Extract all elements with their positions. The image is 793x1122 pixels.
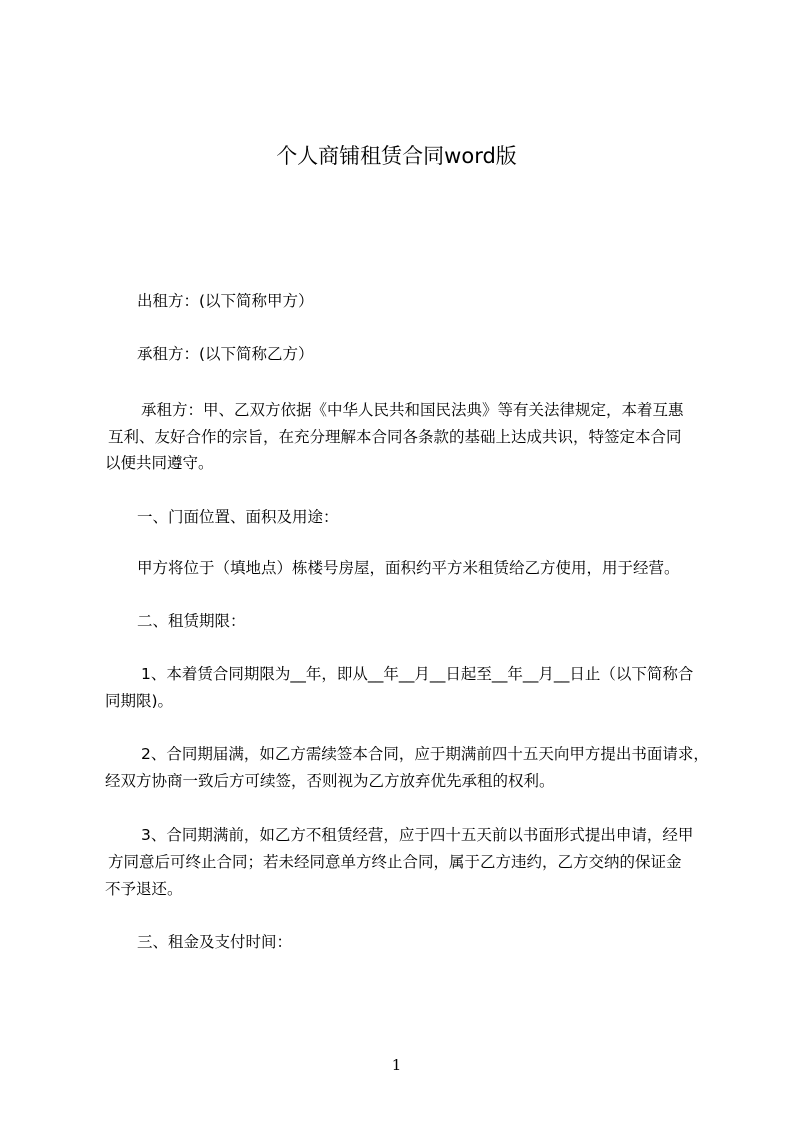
preamble-line: 承租方：甲、乙双方依据《中华人民共和国民法典》等有关法律规定，本着互惠 — [141, 401, 684, 419]
section-heading: 二、租赁期限： — [137, 612, 246, 630]
section-paragraph: 甲方将位于（填地点）栋楼号房屋，面积约平方米租赁给乙方使用，用于经营。 — [137, 559, 680, 577]
preamble-line: 以便共同遵守。 — [105, 454, 214, 472]
section-heading: 三、租金及支付时间： — [137, 933, 293, 951]
clause-line: 1、本着赁合同期限为__年，即从__年__月__日起至__年__月__日止（以下简称合 — [141, 665, 694, 683]
lessor-line: 出租方：(以下简称甲方） — [137, 292, 314, 310]
clause-line: 经双方协商一致后方可续签，否则视为乙方放弃优先承租的权利。 — [105, 772, 555, 790]
document-title: 个人商铺租赁合同word版 — [276, 144, 517, 168]
clause-line: 同期限)。 — [105, 692, 174, 710]
clause-line: 不予退还。 — [105, 880, 183, 898]
preamble-line: 互利、友好合作的宗旨，在充分理解本合同各条款的基础上达成共识，特签定本合同 — [108, 428, 682, 446]
clause-line: 方同意后可终止合同；若未经同意单方终止合同，属于乙方违约，乙方交纳的保证金 — [108, 853, 682, 871]
lessee-line: 承租方：(以下简称乙方） — [137, 345, 314, 363]
clause-line: 2、合同期届满，如乙方需续签本合同，应于期满前四十五天向甲方提出书面请求， — [141, 745, 709, 763]
page-number: 1 — [391, 1056, 402, 1074]
section-heading: 一、门面位置、面积及用途： — [137, 508, 339, 526]
clause-line: 3、合同期满前，如乙方不租赁经营，应于四十五天前以书面形式提出申请，经甲 — [141, 826, 694, 844]
